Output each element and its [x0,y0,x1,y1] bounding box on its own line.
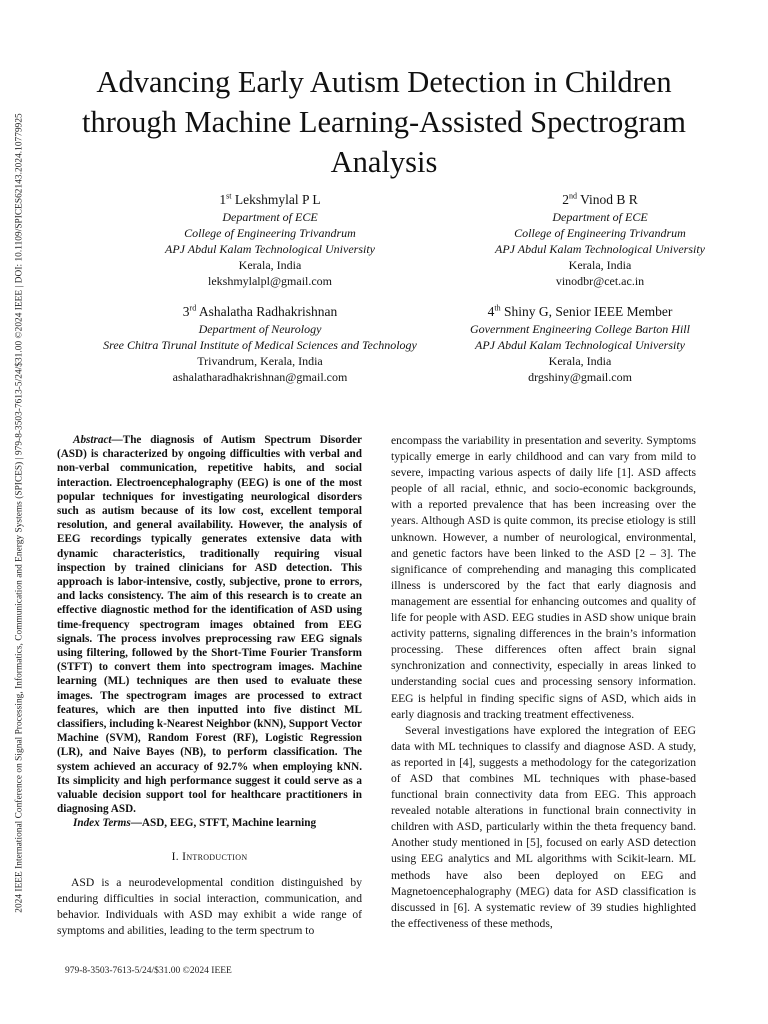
copyright-footer: 979-8-3503-7613-5/24/$31.00 ©2024 IEEE [65,966,232,976]
author-name: 1st Lekshmylal P L [219,191,321,207]
abstract [57,433,362,816]
abstract-text: —The diagnosis of Autism Spectrum Disorder (ASD) is characterized by ongoing difficulties with verbal and non-verbal communication, repetitive habits, and social interaction. Electroencephalography (EEG) is one of the most popular techniques for investigating neurological disorders such as autism because of its low cost, excellent temporal resolution, and general availability. However, the analysis of EEG recordings typically generates extensive data with dynamic characteristics, traditionally requiring visual inspection by trained clinicians for ASD detection. This approach is labor-intensive, costly, subjective, prone to errors, and lacks consistency. The aim of this research is to create an effective diagnostic method for the identification of ASD using time-frequency spectrogram images obtained from EEG signals. The process involves preprocessing raw EEG signals using filtering, followed by the Short-Time Fourier Transform (STFT) to convert them into spectrogram images. Machine learning (ML) techniques are then used to evaluate these images. The spectrogram images are processed to extract features, which are then inputted into five distinct ML classifiers, including k-Nearest Neighbor (kNN), Support Vector Machine (SVM), Random Forest (RF), Logistic Regression (LR), and Naive Bayes (NB), to perform classification. The system achieved an accuracy of 92.7% when employing kNN. Its simplicity and high performance suggest it could serve as a valuable decision support tool for healthcare practitioners in diagnosing ASD. [57,434,362,816]
author-email: drgshiny@gmail.com [528,370,632,384]
author-location: Trivandrum, Kerala, India [197,354,323,368]
author-name: 4th Shiny G, Senior IEEE Member [487,303,673,319]
paper-title: Advancing Early Autism Detection in Children through Machine Learning-Assisted Spectrogram Analysis [82,65,686,179]
index-terms-text: —ASD, EEG, STFT, Machine learning [130,817,317,830]
author-department: Department of ECE [222,210,318,224]
author-block-3 [50,303,470,385]
author-email: lekshmylalpl@gmail.com [207,274,333,288]
index-terms-label: Index Terms [73,817,131,830]
doi-sidebar [6,70,34,956]
author-university: APJ Abdul Kalam Technological University [495,242,705,256]
author-location: Kerala, India [238,258,302,272]
author-organization: Sree Chitra Tirunal Institute of Medical Sciences and Technology [103,338,417,352]
body-paragraph-1: encompass the variability in presentation and severity. Symptoms typically emerge in early childhood and can vary from mild to severe, impacting various aspects of daily life [1]. ASD affects people of all racial, ethnic, and socio-economic backgrounds, with a reported prevalence that has been increasing over the years. Although ASD is quite common, its precise etiology is still unknown. However, a number of neurological, environmental, and genetic factors have been linked to the ASD [2 – 3]. The significance of comprehending and managing this complicated illness is underscored by the fact that early diagnosis and management are essential for enhancing outcomes and quality of life for people with ASD. EEG studies in ASD show unique brain activity patterns, signaling differences in the brain’s information processing. These differences often affect brain signal synchronization and connectivity, especially in areas linked to understanding social cues and processing sensory information. EEG is helpful in finding specific signs of ASD, which aids in early diagnosis and tracking treatment effectiveness. [391,434,696,721]
author-block-1 [120,191,420,289]
doi-sidebar-text: 2024 IEEE International Conference on Signal Processing, Informatics, Communication and Energy Systems (SPICES) | 979-8-3503-7613-5/24/$31.00 ©2024 IEEE | DOI: 10.1109/SPICES62143.2024.10779925 [15,113,26,913]
author-university: APJ Abdul Kalam Technological University [475,338,685,352]
left-column [57,433,362,939]
author-block-4 [420,303,740,385]
abstract-label: Abstract [73,434,112,446]
author-organization: College of Engineering Trivandrum [184,226,356,240]
author-location: Kerala, India [568,258,632,272]
author-organization: College of Engineering Trivandrum [514,226,686,240]
author-block-2 [450,191,750,289]
index-terms [57,816,362,830]
author-university: APJ Abdul Kalam Technological University [165,242,375,256]
author-name: 2nd Vinod B R [562,191,638,207]
author-organization: Government Engineering College Barton Hill [470,322,690,336]
author-department: Department of ECE [552,210,648,224]
author-email: ashalatharadhakrishnan@gmail.com [172,370,348,384]
author-email: vinodbr@cet.ac.in [555,274,645,288]
author-name: 3rd Ashalatha Radhakrishnan [182,303,338,319]
body-paragraph-2: Several investigations have explored the integration of EEG data with ML techniques to classify and diagnose ASD. A study, as reported in [4], suggests a methodology for the categorization of ASD that combines ML techniques with phase-based functional brain connectivity data from EEG. This approach revealed notable alterations in functional brain connectivity in children with ASD, particularly within the theta frequency band. Another study mentioned in [5], focused on early ASD detection using EEG analytics and ML algorithms with Scikit-learn. ML methods have also been deployed on EEG and Magnetoencephalography (MEG) data for ASD classification is discussed in [6]. A systematic review of 39 studies highlighted the effectiveness of these methods, [391,723,696,930]
author-department: Department of Neurology [198,322,322,336]
right-column [391,433,696,932]
intro-paragraph: ASD is a neurodevelopmental condition distinguished by enduring difficulties in social interaction, communication, and behavior. Individuals with ASD may exhibit a wide range of symptoms and abilities, leading to the term spectrum to [57,875,362,938]
author-location: Kerala, India [548,354,612,368]
section-heading: I. Introduction [171,849,248,863]
